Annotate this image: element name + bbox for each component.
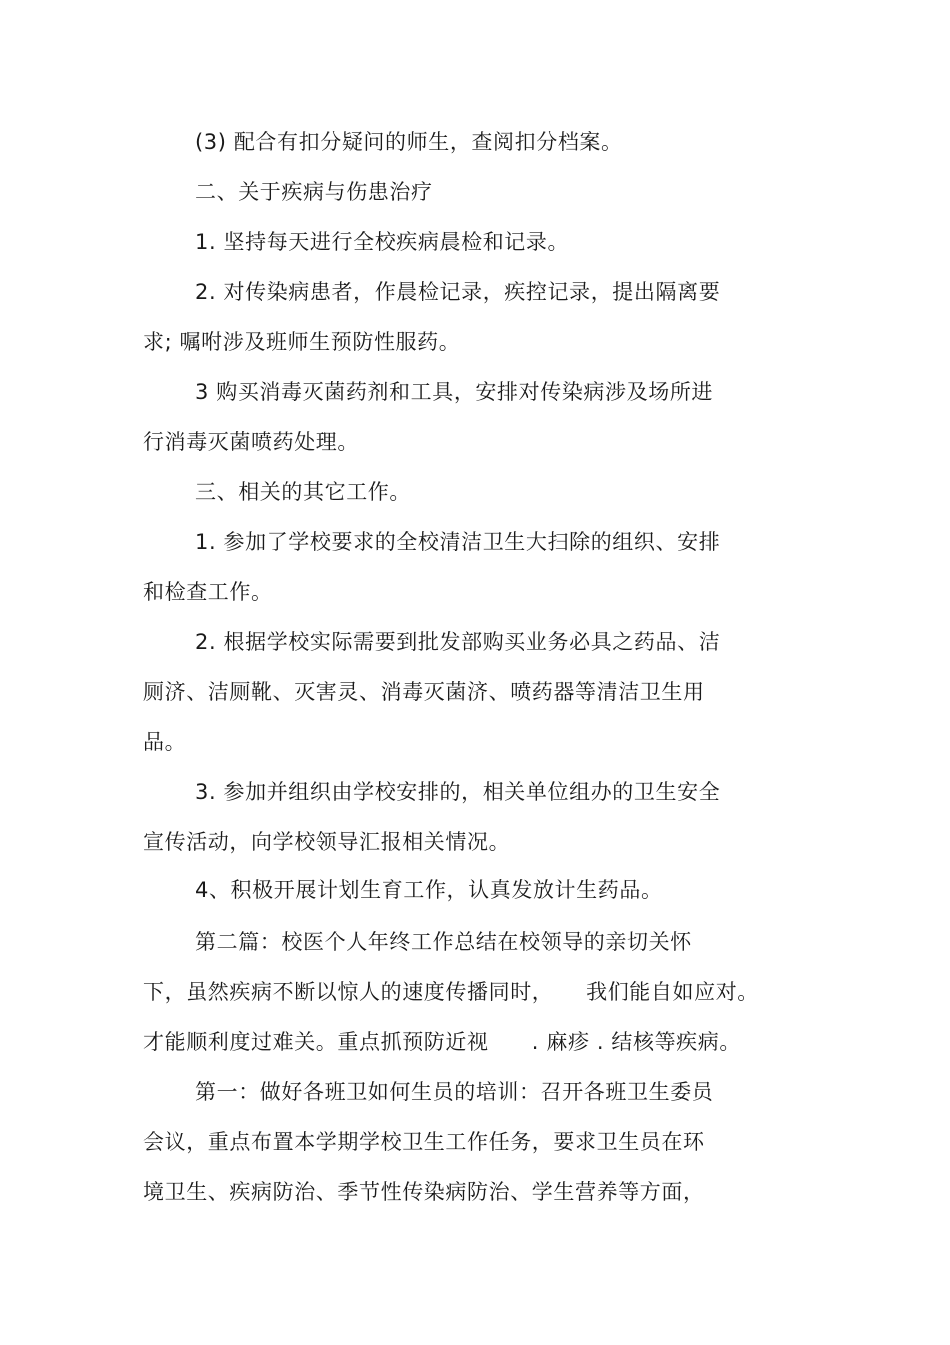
paragraph-line: 第一：做好各班卫如何生员的培训：召开各班卫生委员: [195, 1080, 714, 1104]
paragraph-line: 2. 根据学校实际需要到批发部购买业务必具之药品、洁: [195, 630, 721, 654]
paragraph-line: 品。: [143, 730, 187, 754]
paragraph-line: 2. 对传染病患者，作晨检记录，疾控记录，提出隔离要: [195, 280, 721, 304]
paragraph-line: 宣传活动，向学校领导汇报相关情况。: [143, 830, 511, 854]
paragraph-line: 3. 参加并组织由学校安排的，相关单位组办的卫生安全: [195, 780, 721, 804]
paragraph-line: 4、积极开展计划生育工作，认真发放计生药品。: [195, 878, 663, 902]
paragraph-line: 下，虽然疾病不断以惊人的速度传播同时， 我们能自如应对。: [143, 980, 759, 1004]
paragraph-line: 厕济、洁厕靴、灭害灵、消毒灭菌济、喷药器等清洁卫生用: [143, 680, 705, 704]
section-heading: 二、关于疾病与伤患治疗: [195, 180, 433, 204]
paragraph-line: 境卫生、疾病防治、季节性传染病防治、学生营养等方面，: [143, 1180, 705, 1204]
section-heading: 三、相关的其它工作。: [195, 480, 411, 504]
paragraph-line: 会议，重点布置本学期学校卫生工作任务，要求卫生员在环: [143, 1130, 705, 1154]
paragraph-line: 才能顺利度过难关。重点抓预防近视 . 麻疹 . 结核等疾病。: [143, 1030, 741, 1054]
paragraph-line: 1. 参加了学校要求的全校清洁卫生大扫除的组织、安排: [195, 530, 721, 554]
paragraph-line: 求; 嘱咐涉及班师生预防性服药。: [143, 330, 461, 354]
paragraph-line: 1. 坚持每天进行全校疾病晨检和记录。: [195, 230, 570, 254]
paragraph-line: 第二篇：校医个人年终工作总结在校领导的亲切关怀: [195, 930, 692, 954]
paragraph-line: 3 购买消毒灭菌药剂和工具，安排对传染病涉及场所进: [195, 380, 714, 404]
paragraph-line: 行消毒灭菌喷药处理。: [143, 430, 359, 454]
paragraph-line: 和检查工作。: [143, 580, 273, 604]
paragraph-line: (3) 配合有扣分疑问的师生，查阅扣分档案。: [195, 130, 623, 154]
